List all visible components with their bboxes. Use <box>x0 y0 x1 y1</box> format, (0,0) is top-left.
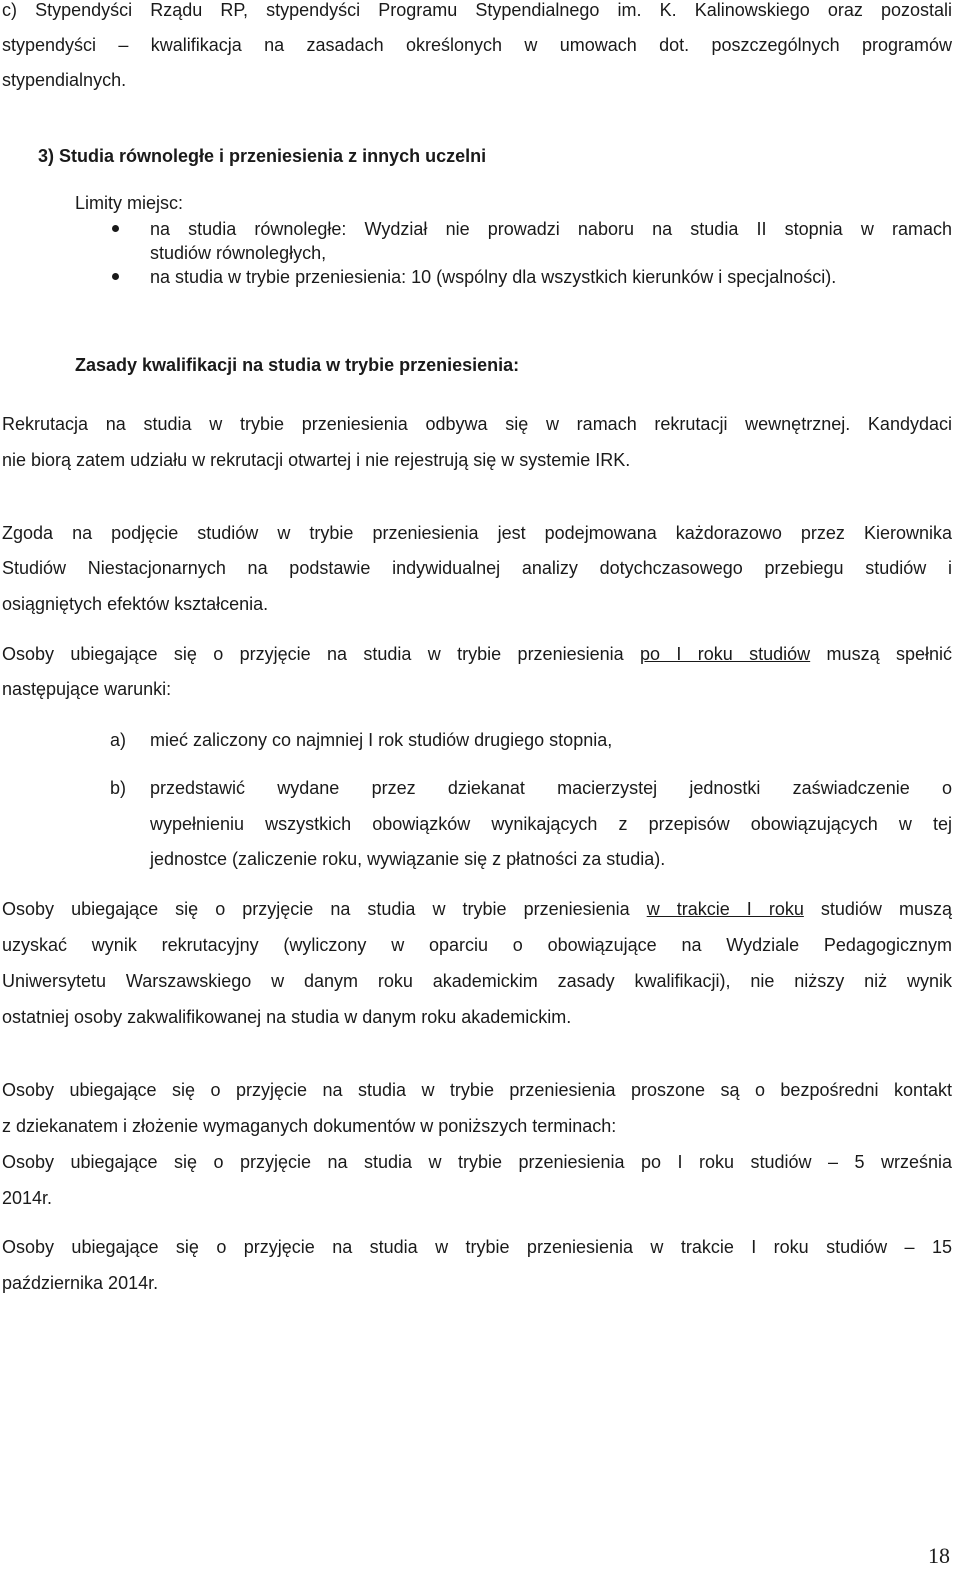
paragraph-4-text-a: Osoby ubiegające się o przyjęcie na studia w trybie przeniesienia <box>2 899 647 919</box>
paragraph-3-text-b: muszą spełnić <box>810 644 952 664</box>
item-a-text: mieć zaliczony co najmniej I rok studiów drugiego stopnia, <box>150 730 613 750</box>
intro-line-3: stypendialnych. <box>2 70 127 90</box>
item-b-line-2: wypełnieniu wszystkich obowiązków wynikających z przepisów obowiązujących w tej <box>150 814 952 834</box>
intro-line-1: c) Stypendyści Rządu RP, stypendyści Programu Stypendialnego im. K. Kalinowskiego oraz pozostali <box>2 0 952 20</box>
paragraph-3-underlined: po I roku studiów <box>640 644 811 664</box>
paragraph-4-line-4: ostatniej osoby zakwalifikowanej na studia w danym roku akademickim. <box>2 1007 572 1027</box>
paragraph-3-text-a: Osoby ubiegające się o przyjęcie na studia w trybie przeniesienia <box>2 644 640 664</box>
bullet-1-line-2: studiów równoległych, <box>150 243 327 263</box>
paragraph-4-line-2: uzyskać wynik rekrutacyjny (wyliczony w oparciu o obowiązujące na Wydziale Pedagogicznym <box>2 935 952 955</box>
bullet-icon <box>112 273 119 280</box>
paragraph-6-line-1: Osoby ubiegające się o przyjęcie na studia w trybie przeniesienia po I roku studiów – 5 września <box>2 1152 952 1172</box>
bullet-1-line-1: na studia równoległe: Wydział nie prowadzi naboru na studia II stopnia w ramach <box>150 219 952 239</box>
rules-heading: Zasady kwalifikacji na studia w trybie przeniesienia: <box>75 355 520 375</box>
paragraph-7-line-2: października 2014r. <box>2 1273 159 1293</box>
paragraph-2-line-1: Zgoda na podjęcie studiów w trybie przeniesienia jest podejmowana każdorazowo przez Kierownika <box>2 523 952 543</box>
paragraph-2-line-3: osiągniętych efektów kształcenia. <box>2 594 269 614</box>
paragraph-4-line-1 <box>2 897 952 921</box>
paragraph-2-line-2: Studiów Niestacjonarnych na podstawie indywidualnej analizy dotychczasowego przebiegu studiów i <box>2 558 952 578</box>
paragraph-1-line-1: Rekrutacja na studia w trybie przeniesienia odbywa się w ramach rekrutacji wewnętrznej. Kandydaci <box>2 414 952 434</box>
paragraph-3-line-1 <box>2 642 952 666</box>
item-b-line-1: przedstawić wydane przez dziekanat macierzystej jednostki zaświadczenie o <box>150 778 952 798</box>
paragraph-5-line-1: Osoby ubiegające się o przyjęcie na studia w trybie przeniesienia proszone są o bezpośredni kontakt <box>2 1080 952 1100</box>
paragraph-6-line-2: 2014r. <box>2 1188 53 1208</box>
item-a-label: a) <box>110 730 127 750</box>
paragraph-3-line-2: następujące warunki: <box>2 679 172 699</box>
paragraph-4-text-b: studiów muszą <box>803 899 952 919</box>
paragraph-4-line-3: Uniwersytetu Warszawskiego w danym roku akademickim zasady kwalifikacji), nie niższy niż wynik <box>2 971 952 991</box>
limits-label: Limity miejsc: <box>75 193 184 213</box>
bullet-2: na studia w trybie przeniesienia: 10 (wspólny dla wszystkich kierunków i specjalności). <box>150 267 837 287</box>
section-heading: 3) Studia równoległe i przeniesienia z innych uczelni <box>38 146 487 166</box>
paragraph-5-line-2: z dziekanatem i złożenie wymaganych dokumentów w poniższych terminach: <box>2 1116 617 1136</box>
item-b-label: b) <box>110 778 127 798</box>
item-b-line-3: jednostce (zaliczenie roku, wywiązanie się z płatności za studia). <box>150 849 666 869</box>
paragraph-1-line-2: nie biorą zatem udziału w rekrutacji otwartej i nie rejestrują się w systemie IRK. <box>2 450 631 470</box>
page-number: 18 <box>928 1543 950 1568</box>
paragraph-7-line-1: Osoby ubiegające się o przyjęcie na studia w trybie przeniesienia w trakcie I roku studiów – 15 <box>2 1237 952 1257</box>
intro-line-2: stypendyści – kwalifikacja na zasadach określonych w umowach dot. poszczególnych programów <box>2 35 952 55</box>
paragraph-4-underlined: w trakcie I roku <box>646 899 804 919</box>
bullet-icon <box>112 225 119 232</box>
